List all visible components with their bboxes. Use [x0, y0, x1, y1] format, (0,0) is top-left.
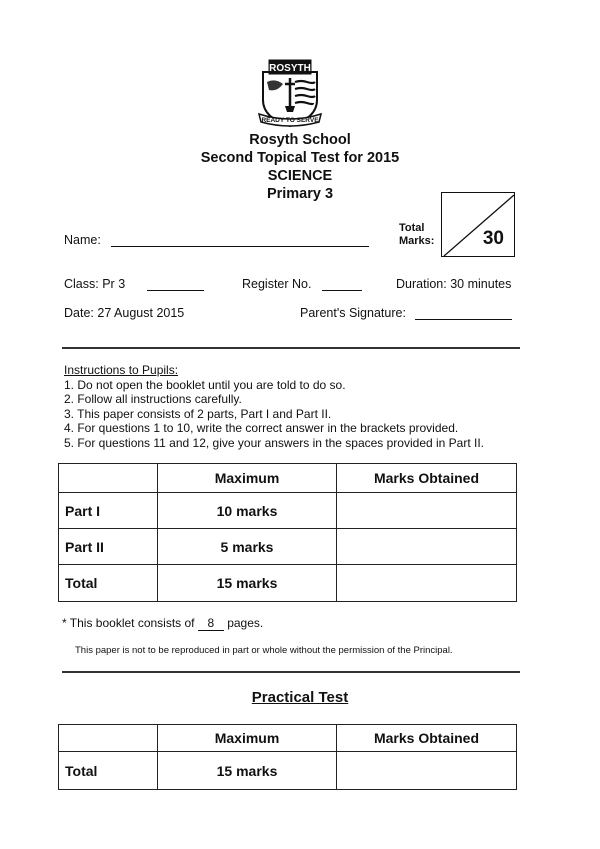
practical-maximum-cell: 15 marks — [158, 752, 337, 790]
marks-maximum-cell: 10 marks — [158, 493, 337, 529]
table-row — [59, 565, 517, 602]
instruction-item: 4. For questions 1 to 10, write the correct answer in the brackets provided. — [64, 421, 459, 435]
practical-part-cell: Total — [59, 752, 158, 790]
instruction-item: 2. Follow all instructions carefully. — [64, 392, 242, 406]
booklet-pages-value: 8 — [198, 616, 224, 631]
marks-part-cell: Total — [59, 565, 158, 602]
subject-title: SCIENCE — [267, 168, 333, 184]
instructions-title: Instructions to Pupils: — [64, 363, 179, 377]
duration-value: 30 minutes — [450, 277, 512, 291]
practical-header-maximum: Maximum — [158, 725, 337, 752]
practical-test-title: Practical Test — [251, 689, 349, 706]
practical-obtained-cell[interactable] — [337, 752, 517, 790]
instruction-item: 5. For questions 11 and 12, give your answers in the spaces provided in Part II. — [64, 435, 485, 450]
school-crest-icon — [255, 58, 325, 130]
test-name: Second Topical Test for 2015 — [200, 150, 400, 166]
total-marks-value: 30 — [482, 228, 504, 249]
marks-obtained-cell[interactable] — [337, 493, 517, 529]
level-title: Primary 3 — [266, 186, 334, 202]
duration-label — [396, 277, 511, 291]
class-field[interactable] — [147, 290, 204, 291]
copyright-note: This paper is not to be reproduced in part or whole without the permission of the Principal. — [75, 645, 453, 656]
divider-bottom — [62, 671, 520, 673]
total-marks-box — [441, 192, 515, 257]
name-field[interactable] — [111, 246, 369, 247]
date-label-text: Date: — [64, 306, 94, 320]
class-label — [64, 277, 125, 291]
marks-obtained-cell[interactable] — [337, 565, 517, 602]
marks-maximum-cell: 5 marks — [158, 529, 337, 565]
total-marks-label — [399, 222, 434, 248]
table-row — [59, 752, 517, 790]
marks-table — [58, 463, 517, 602]
practical-header-blank — [59, 725, 158, 752]
date-label — [64, 306, 184, 320]
diagonal-line — [442, 193, 516, 258]
instruction-item: 3. This paper consists of 2 parts, Part I and Part II. — [64, 406, 332, 421]
instruction-item: 1. Do not open the booklet until you are told to do so. — [64, 377, 346, 392]
instructions — [64, 363, 484, 450]
signature-label: Parent's Signature: — [300, 306, 406, 320]
practical-header-obtained: Marks Obtained — [337, 725, 517, 752]
table-row — [59, 493, 517, 529]
marks-maximum-cell: 15 marks — [158, 565, 337, 602]
booklet-note-prefix: * This booklet consists of — [62, 616, 195, 630]
class-value: Pr 3 — [102, 277, 126, 291]
marks-part-cell: Part II — [59, 529, 158, 565]
signature-field[interactable] — [415, 319, 512, 320]
duration-label-text: Duration: — [396, 277, 447, 291]
marks-table-header-maximum: Maximum — [158, 464, 337, 493]
divider-top — [62, 347, 520, 349]
marks-table-header-blank — [59, 464, 158, 493]
crest-motto-text: READY TO SERVE — [261, 117, 319, 124]
total-marks-label-line1: Total — [399, 222, 425, 234]
table-row — [59, 529, 517, 565]
register-field[interactable] — [322, 290, 362, 291]
marks-obtained-cell[interactable] — [337, 529, 517, 565]
class-label-text: Class: — [64, 277, 99, 291]
date-value: 27 August 2015 — [97, 306, 185, 320]
booklet-note — [62, 616, 263, 631]
school-name: Rosyth School — [249, 132, 351, 148]
marks-table-header-obtained: Marks Obtained — [337, 464, 517, 493]
booklet-note-suffix: pages. — [227, 616, 264, 630]
crest-banner-text: ROSYTH — [269, 63, 311, 74]
marks-part-cell: Part I — [59, 493, 158, 529]
register-label: Register No. — [242, 277, 312, 291]
total-marks-label-line2: Marks: — [399, 235, 435, 247]
practical-table — [58, 724, 517, 790]
name-label: Name: — [64, 233, 101, 247]
